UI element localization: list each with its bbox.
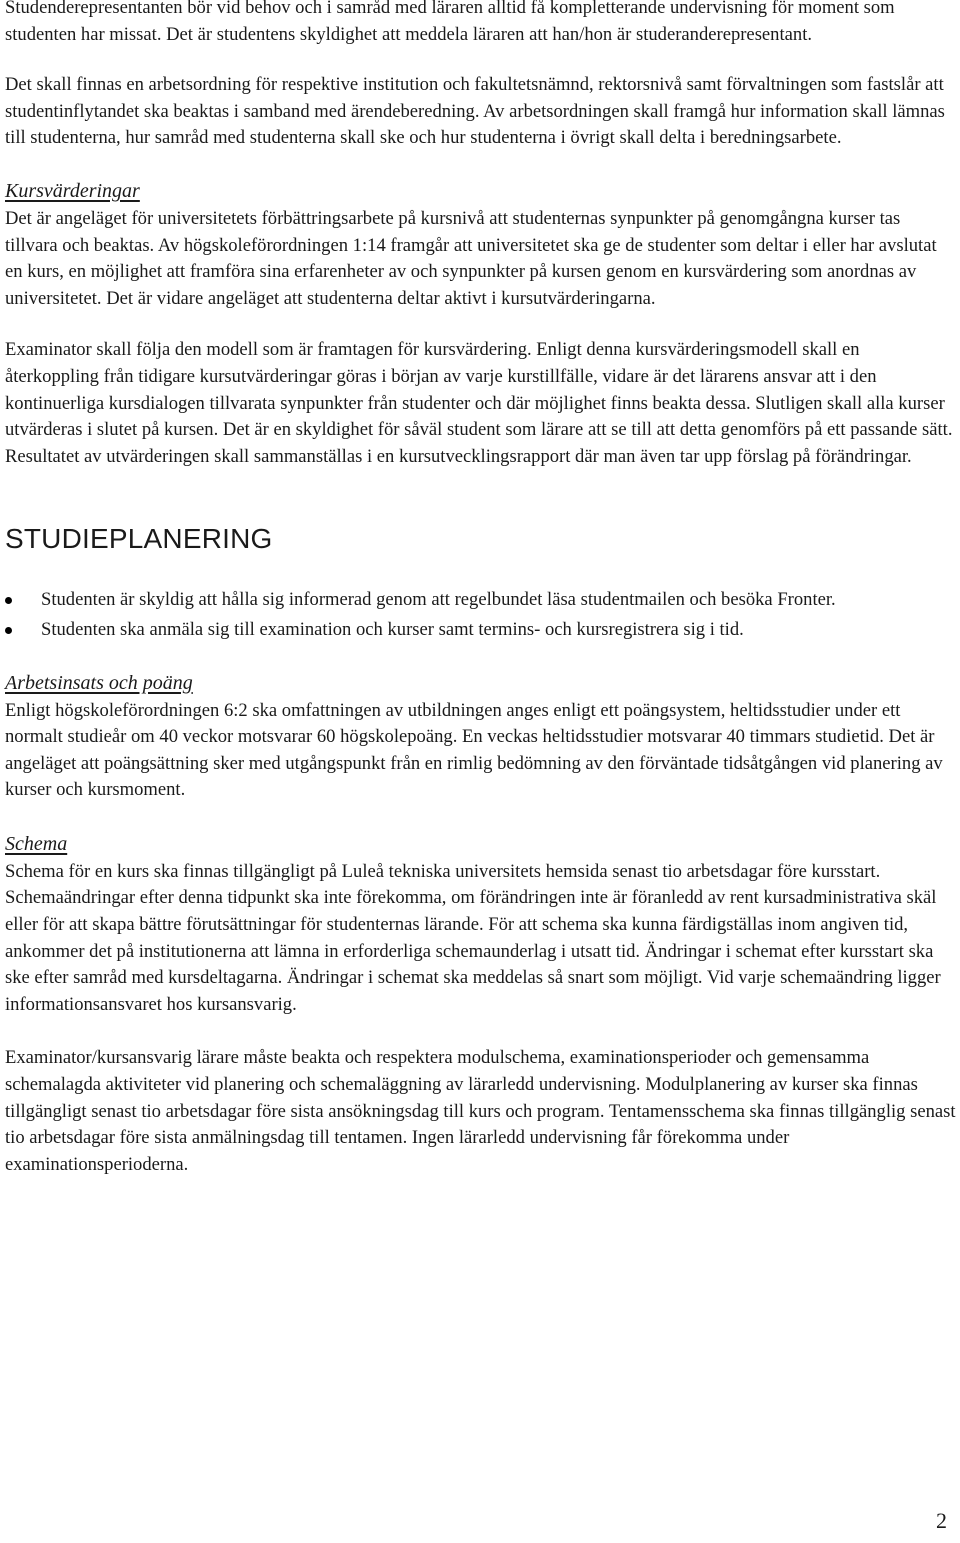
page-number: 2 <box>936 1508 947 1533</box>
document-page <box>5 0 957 1178</box>
paragraph-studeranderepresentant: Studenderepresentanten bör vid behov och i samråd med läraren alltid få kompletterande undervisning för moment som studenten har missat. Det är studentens skyldighet att meddela läraren att han/hon är studeranderepresentant. <box>5 0 895 45</box>
heading-kursvarderingar: Kursvärderingar <box>5 179 140 202</box>
paragraph-kursvarderingar-2: Examinator skall följa den modell som är framtagen för kursvärdering. Enligt denna kursvärderingsmodell skall en återkoppling från tidigare kursutvärderingar göras i början av varje kurstillfälle, vidare är det lärarens ansvar att i den kontinuerliga kursdialogen tillvarata synpunkter från studenter och där möjlighet finns beakta dessa. Slutligen skall alla kurser utvärderas i slutet på kursen. Det är en skyldighet för såväl student som lärare att se till att detta genomförs på ett passande sätt. Resultatet av utvärderingen skall sammanställas i en kursutvecklingsrapport där man även tar upp förslag på förändringar. <box>5 339 953 467</box>
heading-arbetsinsats: Arbetsinsats och poäng <box>5 671 193 694</box>
paragraph-schema-2: Examinator/kursansvarig lärare måste beakta och respektera modulschema, examinationsperioder och gemensamma schemalagda aktiviteter vid planering och schemaläggning av lärarledd undervisning. Modulplanering av kurser ska finnas tillgängligt senast tio arbetsdagar före sista ansökningsdag till kurs och program. Tentamensschema ska finnas tillgänglig senast tio arbetsdagar före sista anmälningsdag till tentamen. Ingen lärarledd undervisning får förekomma under examinationsperioderna. <box>5 1047 956 1175</box>
paragraph-kursvarderingar-1: Det är angeläget för universitetets förbättringsarbete på kursnivå att studenternas synpunkter på genomgångna kurser tas tillvara och beaktas. Av högskoleförordningen 1:14 framgår att universitetet ska ge de studenter som deltar i eller har avslutat en kurs, en möjlighet att framföra sina erfarenheter av och synpunkter på kursen genom en kursvärdering som anordnas av universitetet. Det är vidare angeläget att studenterna deltar aktivt i kursutvärderingarna. <box>5 207 937 309</box>
bullet-icon <box>5 627 12 634</box>
heading-studieplanering: STUDIEPLANERING <box>5 523 273 555</box>
list-item-text: Studenten ska anmäla sig till examination och kurser samt termins- och kursregistrera sig i tid. <box>41 618 744 640</box>
list-item <box>5 617 957 644</box>
paragraph-arbetsordning: Det skall finnas en arbetsordning för respektive institution och fakultetsnämnd, rektorsnivå samt förvaltningen som fastslår att studentinflytandet ska beaktas i samband med ärendeberedning. Av arbetsordningen skall framgå hur information skall lämnas till studenterna, hur samråd med studenterna skall ske och hur studenterna i övrigt skall delta i beredningsarbete. <box>5 74 945 149</box>
studieplanering-list <box>5 587 957 643</box>
paragraph-schema-1: Schema för en kurs ska finnas tillgängligt på Luleå tekniska universitets hemsida senast tio arbetsdagar före kursstart. Schemaändringar efter denna tidpunkt ska inte förekomma, om förändringen inte är föranledd av rent kursadministrativa skäl eller för att skapa bättre förutsättningar för studenternas lärande. För att schema ska kunna färdigställas inom angiven tid, ankommer det på institutionerna att lämna in erforderliga schemaunderlag i utsatt tid. Ändringar i schemat efter kursstart ska ske efter samråd med kursdeltagarna. Ändringar i schemat ska meddelas så snart som möjligt. Vid varje schemaändring ligger informationsansvaret hos kursansvarig. <box>5 860 941 1015</box>
list-item-text: Studenten är skyldig att hålla sig informerad genom att regelbundet läsa studentmailen och besöka Fronter. <box>41 589 836 611</box>
paragraph-arbetsinsats: Enligt högskoleförordningen 6:2 ska omfattningen av utbildningen anges enligt ett poängsystem, heltidsstudier under ett normalt studieår om 40 veckor motsvarar 60 högskolepoäng. En veckas heltidsstudier motsvarar 40 timmars studietid. Det är angeläget att poängsättning sker med utgångspunkt från en rimlig bedömning av den förväntade tidsåtgången vid planering av kurser och kursmoment. <box>5 699 943 801</box>
heading-schema: Schema <box>5 832 68 855</box>
list-item <box>5 587 957 614</box>
bullet-icon <box>5 597 12 604</box>
